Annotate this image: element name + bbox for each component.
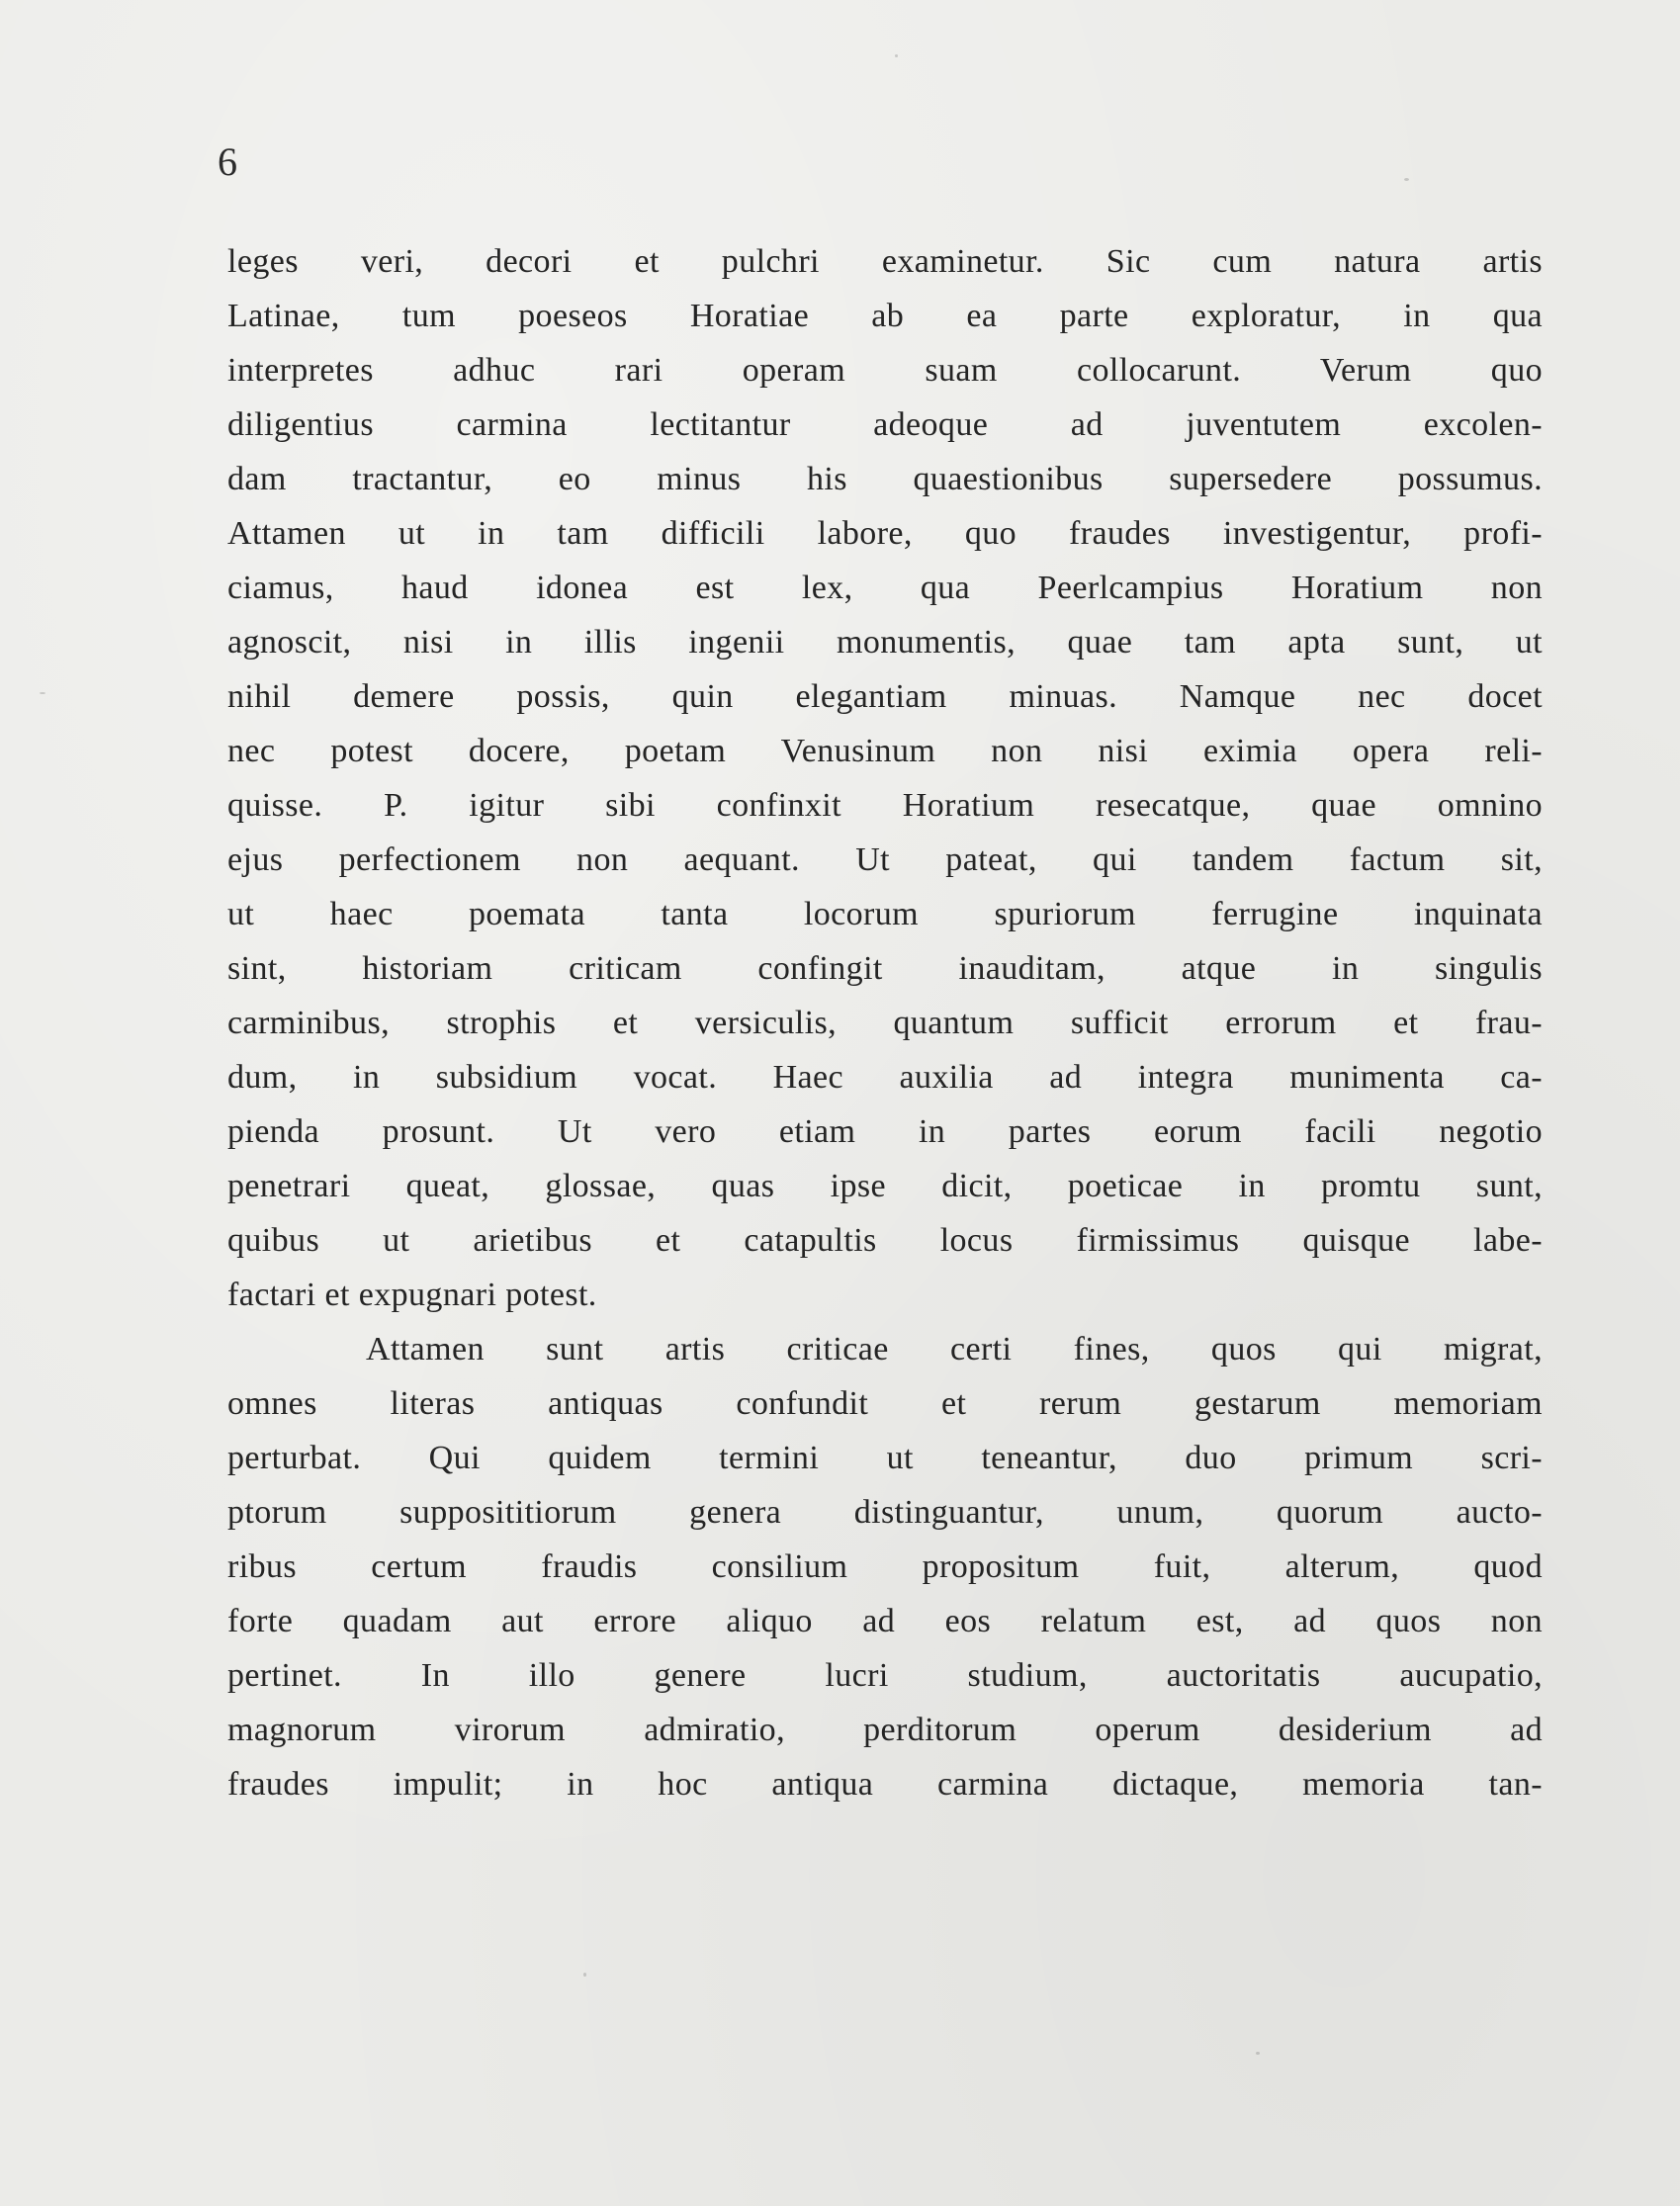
paper-speck xyxy=(40,692,45,694)
text-line: Attamen ut in tam difficili labore, quo fraudes investigentur, profi- xyxy=(227,515,1543,552)
text-line: perturbat. Qui quidem termini ut teneantur, duo primum scri- xyxy=(227,1440,1543,1476)
text-line: interpretes adhuc rari operam suam collocarunt. Verum quo xyxy=(227,352,1543,389)
paper-speck xyxy=(1404,178,1409,181)
paper-speck xyxy=(895,54,898,57)
text-line: agnoscit, nisi in illis ingenii monumentis, quae tam apta sunt, ut xyxy=(227,624,1543,661)
text-line: nihil demere possis, quin elegantiam minuas. Namque nec docet xyxy=(227,678,1543,715)
text-line: diligentius carmina lectitantur adeoque ad juventutem excolen- xyxy=(227,406,1543,443)
text-line: pienda prosunt. Ut vero etiam in partes eorum facili negotio xyxy=(227,1113,1543,1150)
text-line: fraudes impulit; in hoc antiqua carmina dictaque, memoria tan- xyxy=(227,1766,1543,1803)
text-line: carminibus, strophis et versiculis, quantum sufficit errorum et frau- xyxy=(227,1005,1543,1041)
text-line: dum, in subsidium vocat. Haec auxilia ad integra munimenta ca- xyxy=(227,1059,1543,1096)
text-line: magnorum virorum admiratio, perditorum operum desiderium ad xyxy=(227,1712,1543,1748)
paragraph-first-line: Attamen sunt artis criticae certi fines, quos qui migrat, xyxy=(366,1331,1543,1368)
text-line: nec potest docere, poetam Venusinum non nisi eximia opera reli- xyxy=(227,733,1543,769)
text-line: omnes literas antiquas confundit et rerum gestarum memoriam xyxy=(227,1385,1543,1422)
text-line: factari et expugnari potest. xyxy=(227,1277,597,1313)
text-line: penetrari queat, glossae, quas ipse dicit, poeticae in promtu sunt, xyxy=(227,1168,1543,1204)
text-line: Latinae, tum poeseos Horatiae ab ea parte exploratur, in qua xyxy=(227,298,1543,334)
paper-speck xyxy=(1256,2052,1260,2055)
text-line: quisse. P. igitur sibi confinxit Horatium resecatque, quae omnino xyxy=(227,787,1543,824)
text-line: forte quadam aut errore aliquo ad eos relatum est, ad quos non xyxy=(227,1603,1543,1639)
text-line: ribus certum fraudis consilium propositum fuit, alterum, quod xyxy=(227,1548,1543,1585)
text-line: sint, historiam criticam confingit inauditam, atque in singulis xyxy=(227,950,1543,987)
text-line: pertinet. In illo genere lucri studium, auctoritatis aucupatio, xyxy=(227,1657,1543,1694)
page-number: 6 xyxy=(218,139,237,184)
text-line: quibus ut arietibus et catapultis locus firmissimus quisque labe- xyxy=(227,1222,1543,1259)
text-line: ptorum supposititiorum genera distinguantur, unum, quorum aucto- xyxy=(227,1494,1543,1531)
text-line: leges veri, decori et pulchri examinetur. Sic cum natura artis xyxy=(227,243,1543,280)
body-text xyxy=(227,234,1543,1811)
text-line: dam tractantur, eo minus his quaestionibus supersedere possumus. xyxy=(227,461,1543,497)
text-line: ut haec poemata tanta locorum spuriorum ferrugine inquinata xyxy=(227,896,1543,932)
text-line: ejus perfectionem non aequant. Ut pateat, qui tandem factum sit, xyxy=(227,841,1543,878)
text-line: ciamus, haud idonea est lex, qua Peerlcampius Horatium non xyxy=(227,570,1543,606)
paper-speck xyxy=(583,1973,586,1977)
